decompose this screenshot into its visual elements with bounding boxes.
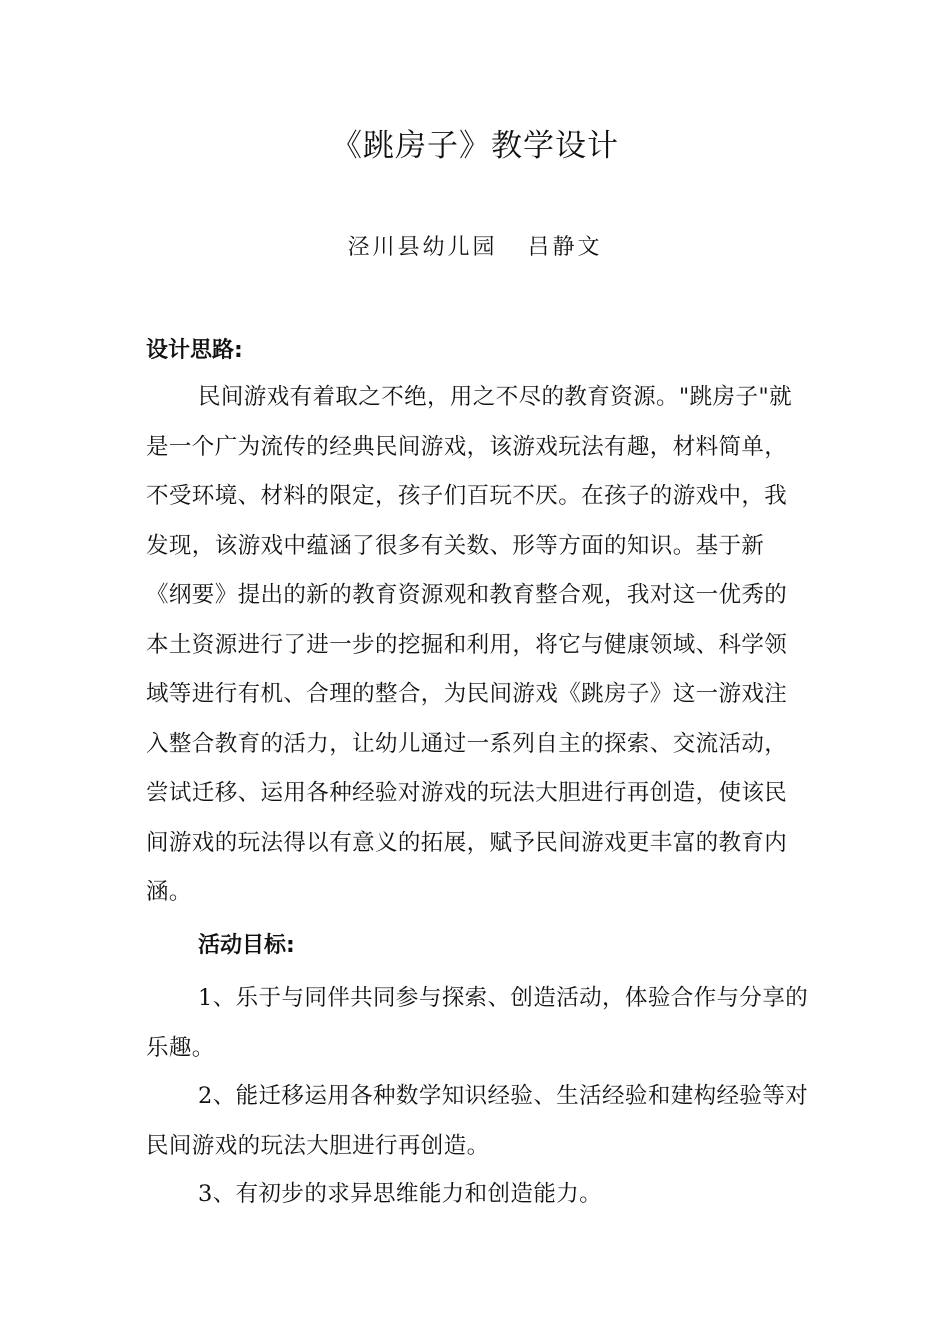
activity-goals-heading: 活动目标: [198,933,295,958]
goal-item-2 [146,1072,810,1171]
goal-item-3 [146,1170,810,1220]
goal-item-1 [146,974,810,1073]
document-title: 《跳房子》教学设计 [331,128,619,164]
design-rationale-paragraph: 民间游戏有着取之不绝，用之不尽的教育资源。"跳房子"就是一个广为流传的经典民间游戏，该游戏玩法有趣，材料简单，不受环境、材料的限定，孩子们百玩不厌。在孩子的游戏中，我发现，该游戏中蕴涵了很多有关数、形等方面的知识。基于新《纲要》提出的新的教育资源观和教育整合观，我对这一优秀的本土资源进行了进一步的挖掘和利用，将它与健康领域、科学领域等进行有机、合理的整合，为民间游戏《跳房子》这一游戏注入整合教育的活力，让幼儿通过一系列自主的探索、交流活动，尝试迁移、运用各种经验对游戏的玩法大胆进行再创造，使该民间游戏的玩法得以有意义的拓展，赋予民间游戏更丰富的教育内涵。 [146,384,792,905]
author-line [0,228,950,268]
goal-text: 2、能迁移运用各种数学知识经验、生活经验和建构经验等对民间游戏的玩法大胆进行再创造。 [146,1083,809,1159]
goal-text: 3、有初步的求异思维能力和创造能力。 [198,1181,603,1207]
author-organization: 泾川县幼儿园 [347,235,498,260]
design-rationale-heading: 设计思路: [146,338,243,363]
design-rationale-section [146,373,810,918]
author-name: 吕静文 [527,235,603,260]
goal-text: 1、乐于与同伴共同参与探索、创造活动，体验合作与分享的乐趣。 [146,985,809,1061]
